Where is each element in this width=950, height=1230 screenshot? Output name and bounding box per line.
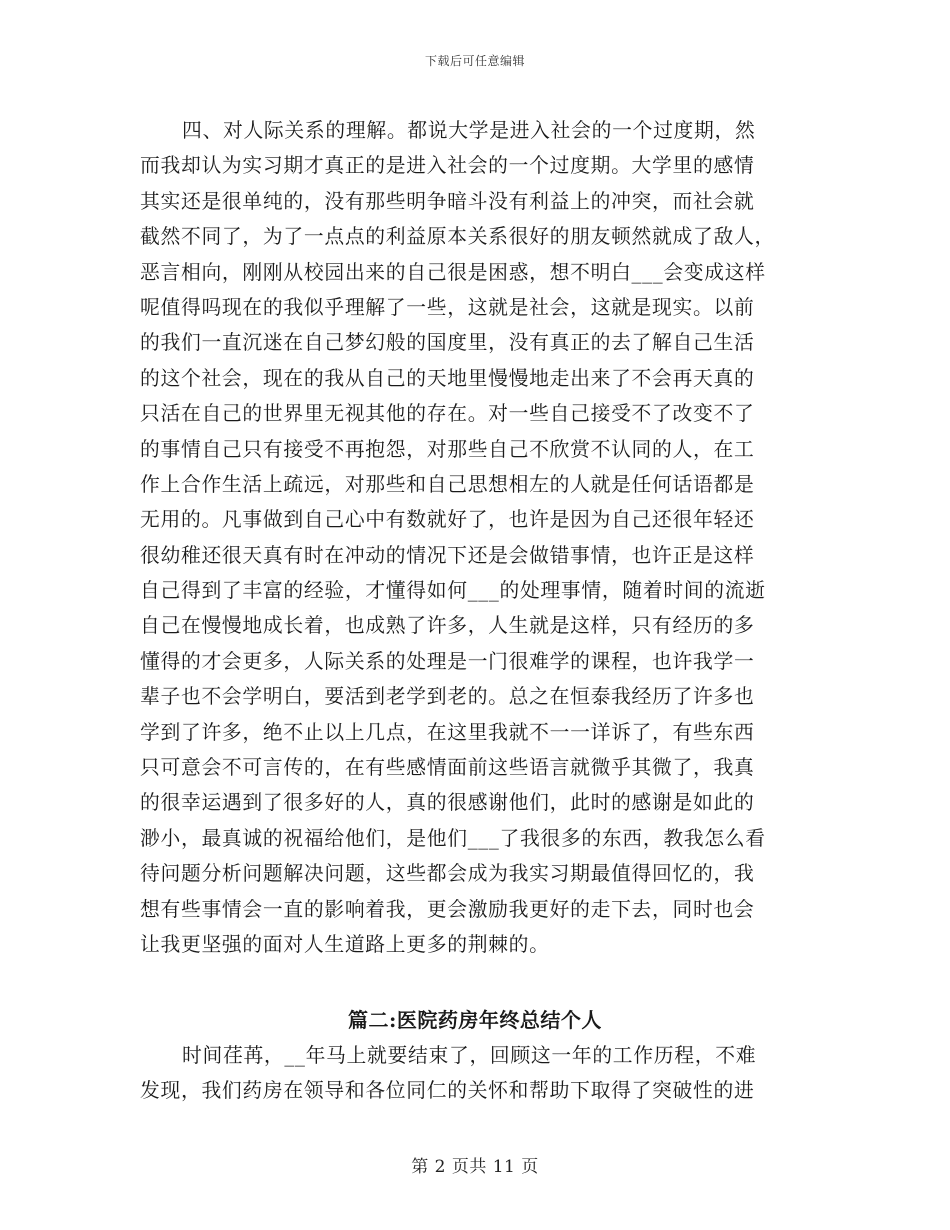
text-line: 的我们一直沉迷在自己梦幻般的国度里，没有真正的去了解自己生活 [140, 331, 755, 355]
text-line: 懂得的才会更多，人际关系的处理是一门很难学的课程，也许我学一 [140, 649, 755, 673]
text-line: 很幼稚还很天真有时在冲动的情况下还是会做错事情，也许正是这样 [140, 543, 755, 567]
text-line: 的事情自己只有接受不再抱怨，对那些自己不欣赏不认同的人，在工 [140, 437, 755, 461]
text-line: 自己得到了丰富的经验，才懂得如何___的处理事情，随着时间的流逝 [140, 579, 766, 603]
text-line: 作上合作生活上疏远，对那些和自己思想相左的人就是任何话语都是 [140, 472, 755, 496]
paragraph-pharmacy-summary [140, 1038, 812, 1109]
text-line: 截然不同了，为了一点点的利益原本关系很好的朋友顿然就成了敌人， [140, 225, 775, 249]
text-line: 恶言相向，刚刚从校园出来的自己很是困惑，想不明白___会变成这样 [140, 260, 766, 284]
text-line: 四、对人际关系的理解。都说大学是进入社会的一个过度期，然 [182, 119, 756, 142]
text-line: 而我却认为实习期才真正的是进入社会的一个过度期。大学里的感情 [140, 154, 755, 178]
text-line: 发现，我们药房在领导和各位同仁的关怀和帮助下取得了突破性的进 [140, 1079, 755, 1103]
section-title: 篇二:医院药房年终总结个人 [348, 1008, 602, 1032]
text-line: 想有些事情会一直的影响着我，更会激励我更好的走下去，同时也会 [140, 897, 755, 921]
text-line: 的这个社会，现在的我从自己的天地里慢慢地走出来了不会再天真的 [140, 366, 755, 390]
text-line: 只活在自己的世界里无视其他的存在。对一些自己接受不了改变不了 [140, 402, 755, 426]
paragraph-interpersonal [140, 113, 812, 962]
text-line: 待问题分析问题解决问题，这些都会成为我实习期最值得回忆的，我 [140, 862, 755, 886]
text-line: 自己在慢慢地成长着，也成熟了许多，人生就是这样，只有经历的多 [140, 614, 755, 638]
text-line: 其实还是很单纯的，没有那些明争暗斗没有利益上的冲突，而社会就 [140, 189, 755, 213]
text-line: 让我更坚强的面对人生道路上更多的荆棘的。 [140, 932, 550, 956]
page-footer: 第 2 页共 11 页 [411, 1157, 539, 1177]
text-line: 时间荏苒，__年马上就要结束了，回顾这一年的工作历程，不难 [182, 1044, 757, 1067]
text-line: 呢值得吗现在的我似乎理解了一些，这就是社会，这就是现实。以前 [140, 295, 755, 319]
text-line: 只可意会不可言传的，在有些感情面前这些语言就微乎其微了，我真 [140, 756, 755, 780]
text-line: 的很幸运遇到了很多好的人，真的很感谢他们，此时的感谢是如此的 [140, 791, 755, 815]
text-line: 渺小，最真诚的祝福给他们，是他们___了我很多的东西，教我怎么看 [140, 826, 766, 850]
text-line: 无用的。凡事做到自己心中有数就好了，也许是因为自己还很年轻还 [140, 508, 755, 532]
text-line: 辈子也不会学明白，要活到老学到老的。总之在恒泰我经历了许多也 [140, 685, 755, 709]
text-line: 学到了许多，绝不止以上几点，在这里我就不一一详诉了，有些东西 [140, 720, 755, 744]
page-header: 下载后可任意编辑 [424, 54, 525, 68]
